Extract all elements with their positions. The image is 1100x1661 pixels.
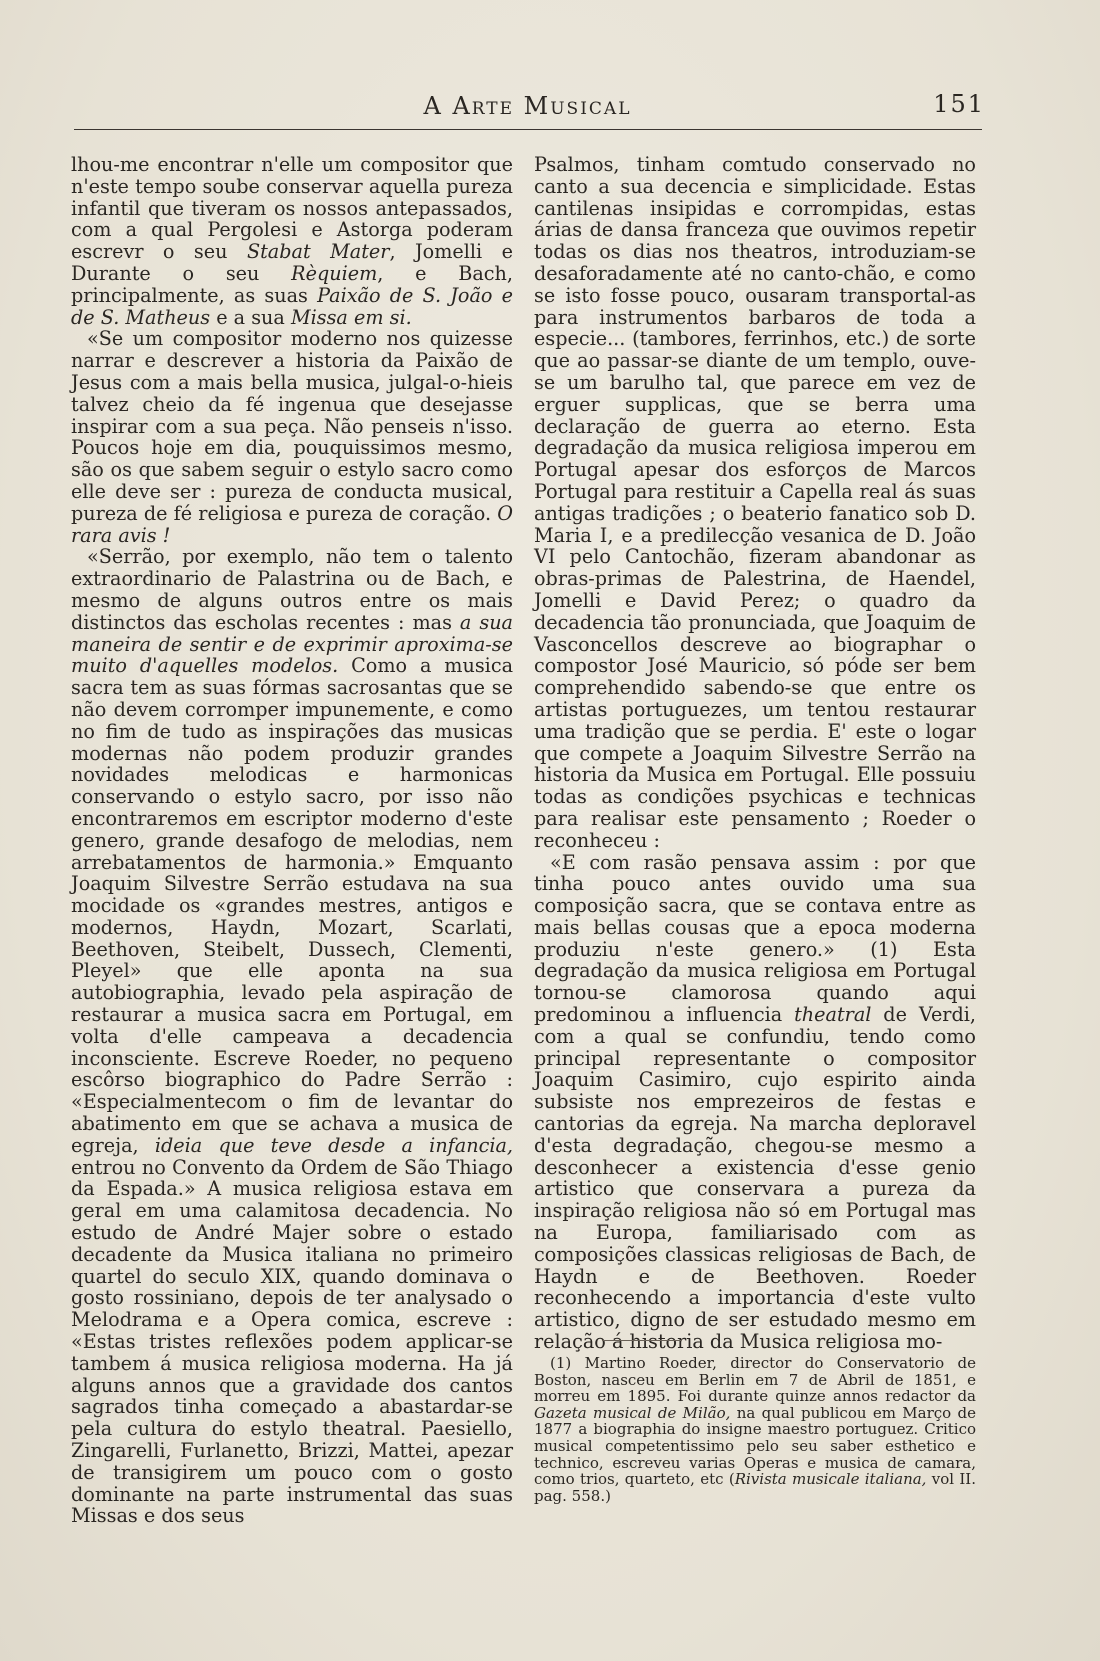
text-run: Como a musica sacra tem as suas fórmas sacrosantas que se não devem corromper impunemente, e como no fim de tudo as inspirações das musicas modernas não podem produzir grandes novidades melodicas e harmonicas conservando o estylo sacro, por isso não encontraremos em escriptor moderno d'este genero, grande desafogo de melodias, nem arrebatamentos de harmonia.» Emquanto Joaquim Silvestre Serrão estudava na sua mocidade os «grandes mestres, antigos e modernos, Haydn, Mozart, Scarlati, Beethoven, Steibelt, Dussech, Clementi, Pleyel» que elle aponta na sua autobiographia, levado pela aspiração de restaurar a musica sacra em Portugal, em volta d'elle campeava a decadencia inconsciente. Escreve Roeder, no pequeno escôrso biographico do Padre Serrão : «Especialmentecom o fim de levantar do abatimento em que se achava a musica de egreja, [71, 654, 514, 1157]
paragraph: Psalmos, tinham comtudo conservado no canto a sua decencia e simplicidade. Estas cantilenas insipidas e corrompidas, estas árias de dansa franceza que ouvimos repetir todas os dias nos theatros, introduziam-se desaforadamente até no canto-chão, e como se isto fosse pouco, ousaram transportal-as para instrumentos barbaros de toda a especie... (tambores, ferrinhos, etc.) de sorte que ao passar-se diante de um templo, ouve-se um barulho tal, que parece em vez de erguer supplicas, que se berra uma declaração de guerra ao eterno. Esta degradação da musica religiosa imperou em Portugal apesar dos esforços de Marcos Portugal para restituir a Capella real ás suas antigas tradições ; o beaterio fanatico sob D. Maria I, e a predilecção vesanica de D. João VI pelo Cantochão, fizeram abandonar as obras-primas de Palestrina, de Haendel, Jomelli e David Perez; o quadro da decadencia tão pronunciada, que Joaquim de Vasconcellos descreve ao biographar o compostor José Mauricio, só póde ser bem comprehendido sabendo-se que entre os artistas portuguezes, um tentou restaurar uma tradição que se perdia. E' este o logar que compete a Joaquim Silvestre Serrão na historia da Musica em Portugal. Elle possuiu todas as condições psychicas e technicas para realisar este pensamento ; Roeder o reconheceu : [534, 153, 976, 852]
text-run: vol II. pag. 558.) [534, 1470, 976, 1505]
text-run: na qual publicou em Março de 1877 a biographia do insigne maestro portuguez. Critico musical competentissimo pelo seu saber esthetico e technico, escreveu varias Operas e musica de camara, como trios, quarteto, etc ( [534, 1403, 976, 1489]
italic-run: theatral [794, 1003, 872, 1027]
paragraph [71, 154, 513, 328]
text-run: «Serrão, por exemplo, não tem o talento extraordinario de Palastrina ou de Bach, e mesmo de alguns outros entre os mais distinctos das escholas recentes : mas [71, 545, 513, 634]
journal-title: A Arte Musical [423, 92, 632, 120]
italic-run: a sua maneira de sentir e de exprimir aproxima-se muito d'aquelles modelos. [71, 610, 513, 678]
footnote-paragraph [534, 1355, 976, 1504]
text-run: lhou-me encontrar n'elle um compositor que n'este tempo soube conservar aquella pureza infantil que tiveram os nossos antepassados, com a qual Pergolesi e Astorga poderam escrevr o seu [71, 153, 513, 264]
text-run: , Jomelli e Durante o seu [71, 240, 513, 285]
italic-run: Missa em si. [290, 305, 412, 329]
italic-run: Rivista musicale italiana, [734, 1470, 927, 1489]
footnote-rule [602, 1340, 682, 1341]
italic-run: ideia que teve desde a infancia, [154, 1133, 513, 1157]
text-run: (1) Martino Roeder, director do Conservatorio de Boston, nasceu em Berlin em 7 de Abril de 1851, e morreu em 1895. Foi durante quinze annos redactor da [534, 1354, 976, 1406]
right-column [534, 154, 976, 1353]
text-run: «Se um compositor moderno nos quizesse narrar e descrever a historia da Paixão de Jesus com a mais bella musica, julgal-o-hieis talvez cheio da fé ingenua que desejasse inspirar com a sua peça. Não penseis n'isso. Poucos hoje em dia, pouquissimos mesmo, são os que sabem seguir o estylo sacro como elle deve ser : pureza de conducta musical, pureza de fé religiosa e pureza de coração. [71, 327, 513, 525]
paragraph [71, 328, 513, 546]
italic-run: Rèquiem [291, 261, 378, 285]
paragraph [71, 546, 513, 1527]
italic-run: Paixão de S. João e de S. Matheus [71, 283, 514, 329]
paragraph [534, 852, 976, 1353]
italic-run: O rara avis ! [71, 501, 513, 547]
header-rule [74, 129, 982, 130]
text-run: entrou no Convento da Ordem de São Thiago da Espada.» A musica religiosa estava em geral em uma calamitosa decadencia. No estudo de André Majer sobre o estado decadente da Musica italiana no primeiro quartel do seculo XIX, quando dominava o gosto rossiniano, depois de ter analysado o Melodrama e a Opera comica, escreve : «Estas tristes reflexões podem applicar-se tambem á musica religiosa moderna. Ha já alguns annos que a gravidade dos cantos sagrados tinha começado a abastardar-se pela cultura do estylo theatral. Paesiello, Zingarelli, Furlanetto, Brizzi, Mattei, apezar de transigirem um pouco com o gosto dominante na parte instrumental das suas Missas e dos seus [71, 1155, 513, 1528]
page-number: 151 [933, 90, 985, 118]
italic-run: Stabat Mater [246, 240, 390, 264]
italic-run: Gazeta musical de Milão, [534, 1403, 731, 1422]
text-run: «E com rasão pensava assim : por que tinha pouco antes ouvido uma sua composição sacra, que se contava entre as mais bellas cousas que a epoca moderna produziu n'este genero.» (1) Esta degradação da musica religiosa em Portugal tornou-se clamorosa quando aqui predominou a influencia [534, 850, 976, 1027]
text-run: , e Bach, principalmente, as suas [71, 261, 513, 307]
text-run: e a sua [210, 305, 291, 329]
left-column [71, 154, 513, 1527]
footnote [534, 1355, 976, 1504]
text-run: de Verdi, com a qual se confundiu, tendo como principal representante o compositor Joaquim Casimiro, cujo espirito ainda subsiste nos emprezeiros de festas e cantorias da egreja. Na marcha deploravel d'esta degradação, chegou-se mesmo a desconhecer a existencia d'esse genio artistico que conservara a pureza da inspiração religiosa não só em Portugal mas na Europa, familiarisado com as composições classicas religiosas de Bach, de Haydn e de Beethoven. Roeder reconhecendo a importancia d'este vulto artistico, digno de ser estudado mesmo em relação á historia da Musica religiosa mo- [534, 1003, 976, 1354]
running-header [70, 88, 985, 124]
